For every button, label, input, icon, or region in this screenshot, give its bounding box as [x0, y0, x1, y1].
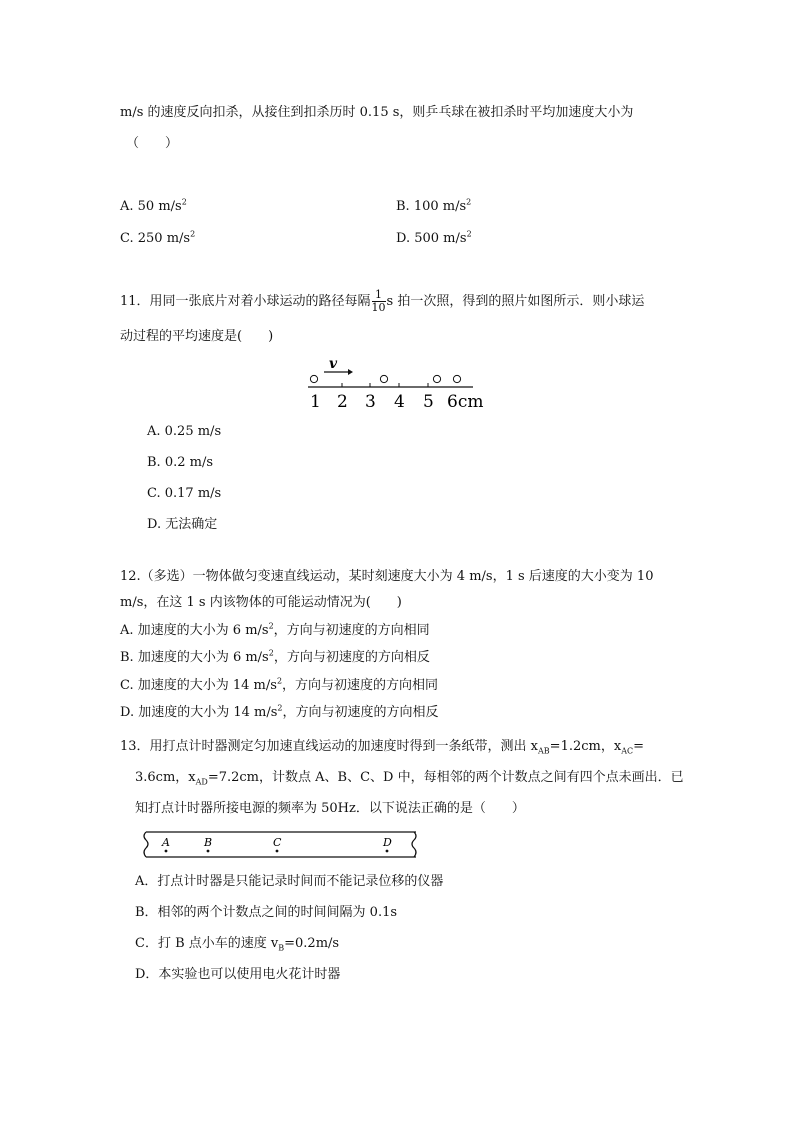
tick-label: 5 — [423, 392, 434, 412]
ball-position — [380, 375, 387, 382]
tape-dot — [165, 850, 168, 853]
tape-right-tear — [412, 832, 416, 857]
tape-dot — [207, 850, 210, 853]
q12-option-c[interactable]: C. 加速度的大小为 14 $m/s^2$，方向与初速度的方向相同 — [120, 676, 439, 693]
velocity-arrowhead — [348, 369, 353, 375]
q11-option-d[interactable]: D. 无法确定 — [147, 517, 218, 532]
q11-motion-figure — [300, 350, 490, 412]
q10-option-b[interactable]: B. 100 $m/s^2$ — [396, 197, 472, 214]
q12-option-a[interactable]: A. 加速度的大小为 6 $m/s^2$，方向与初速度的方向相同 — [120, 621, 430, 638]
q11-stem: 11．用同一张底片对着小球运动的路径每隔 $\frac{1}{10}$ s 拍一次照，得到的照片如图所示．则小球运 — [120, 288, 645, 314]
ball-position — [310, 375, 317, 382]
tape-dot — [386, 850, 389, 853]
q13-stem-line2: 3.6cm，$x_{AD}=7.2cm$，计数点 A、B、C、D 中，每相邻的两个计数点之间有四个点未画出．已 — [135, 770, 684, 787]
q13-option-b[interactable]: B．相邻的两个计数点之间的时间间隔为 0.1s — [135, 905, 398, 920]
q12-stem-line1: 12.（多选）一物体做匀变速直线运动，某时刻速度大小为 4 m/s，1 s 后速度的大小变为 10 — [120, 569, 654, 584]
velocity-label: v — [329, 356, 338, 372]
q13-stem-line3: 知打点计时器所接电源的频率为 50Hz．以下说法正确的是（ ） — [135, 801, 525, 816]
tape-point-label: D — [383, 836, 392, 849]
q13-option-c[interactable]: C．打 B 点小车的速度 $v_B=0.2m/s$ — [135, 936, 340, 953]
q10-answer-paren: （ ） — [126, 136, 179, 151]
tick-label: 2 — [337, 392, 348, 412]
ball-position — [433, 375, 440, 382]
q12-option-b[interactable]: B. 加速度的大小为 6 $m/s^2$，方向与初速度的方向相反 — [120, 648, 430, 665]
q10-option-d[interactable]: D. 500 $m/s^2$ — [396, 229, 472, 246]
ball-position — [453, 375, 460, 382]
tape-left-tear — [144, 832, 148, 857]
q11-option-c[interactable]: C. 0.17 m/s — [147, 486, 222, 501]
q11-fraction: $\frac{1}{10}$ — [371, 288, 386, 314]
tape-point-label: B — [204, 836, 213, 849]
q10-stem: m/s 的速度反向扣杀，从接住到扣杀历时 0.15 s，则乒乓球在被扣杀时平均加速度大小为 — [120, 105, 634, 120]
tape-point-label: C — [273, 836, 282, 849]
tick-label: 1 — [310, 392, 321, 412]
q10-option-c[interactable]: C. 250 $m/s^2$ — [120, 229, 196, 246]
tick-label: 3 — [365, 392, 376, 412]
tick-label: 4 — [394, 392, 405, 412]
tape-dot — [276, 850, 279, 853]
tape-point-label: A — [162, 836, 170, 849]
q13-paper-tape-figure — [140, 828, 422, 862]
q11-option-a[interactable]: A. 0.25 m/s — [147, 424, 222, 439]
q13-option-d[interactable]: D．本实验也可以使用电火花计时器 — [135, 967, 341, 982]
q10-option-a[interactable]: A. 50 $m/s^2$ — [120, 197, 187, 214]
q12-stem-line2: m/s，在这 1 s 内该物体的可能运动情况为( ) — [120, 595, 402, 610]
q13-stem-line1: 13．用打点计时器测定匀加速直线运动的加速度时得到一条纸带，测出 $x_{AB}=1.2cm$，$x_{AC}=$ — [120, 739, 644, 756]
q11-stem-line2: 动过程的平均速度是( ) — [120, 329, 274, 344]
q13-option-a[interactable]: A．打点计时器是只能记录时间而不能记录位移的仪器 — [135, 874, 444, 889]
q11-option-b[interactable]: B. 0.2 m/s — [147, 455, 214, 470]
tick-label: 6cm — [447, 392, 484, 412]
q12-option-d[interactable]: D. 加速度的大小为 14 $m/s^2$，方向与初速度的方向相反 — [120, 703, 439, 720]
